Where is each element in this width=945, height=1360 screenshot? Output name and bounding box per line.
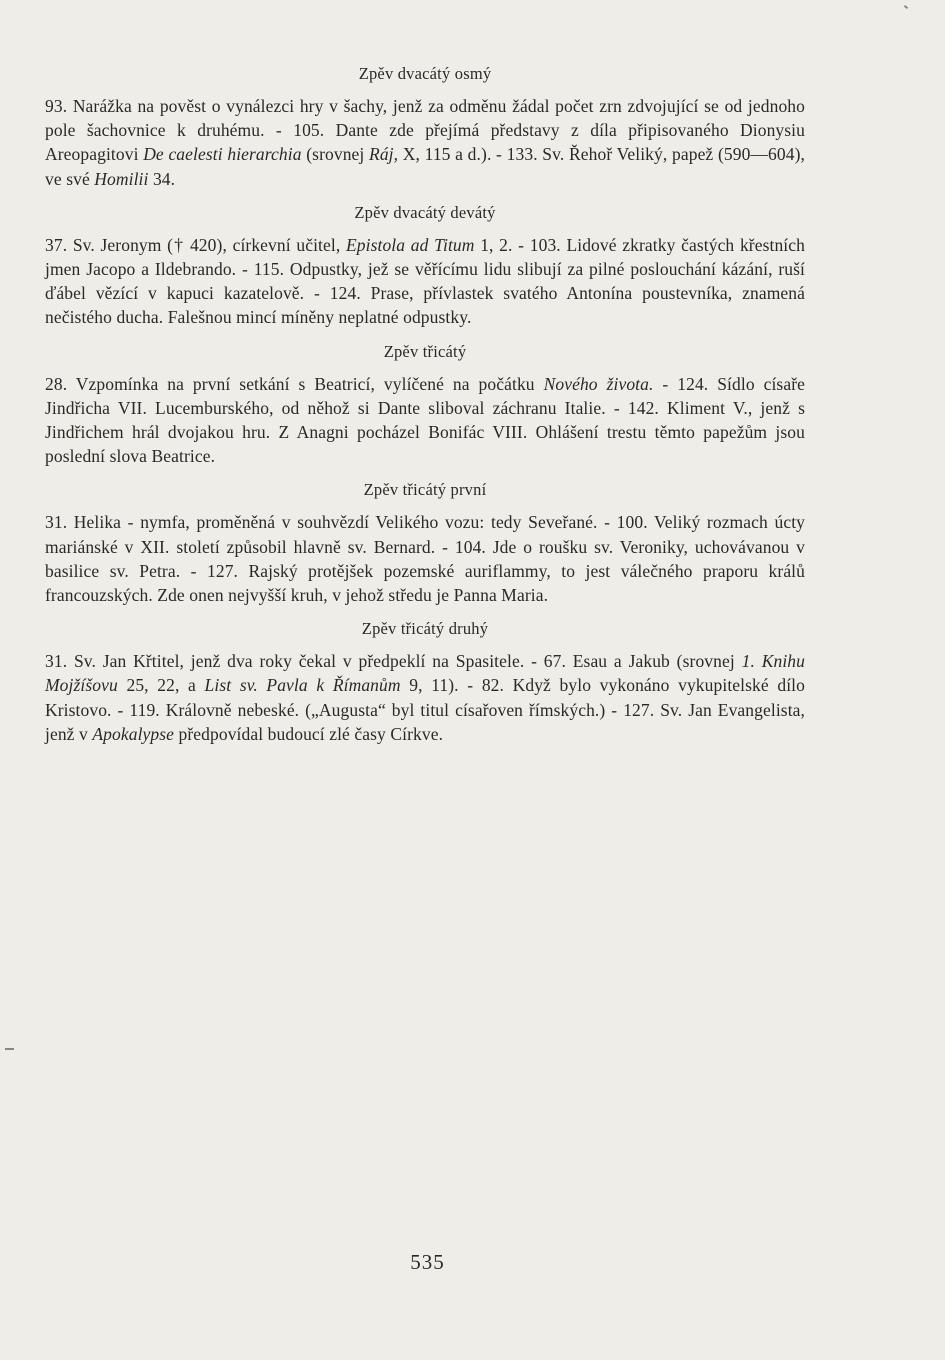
work-title: De caelesti hierarchia — [143, 144, 302, 165]
work-title: 1. Knihu Mojžíšovu — [45, 651, 805, 696]
note-paragraph — [45, 94, 805, 191]
note-text: - 124. Sídlo císaře Jindřicha VII. Lucemburského, od něhož si Dante sliboval záchranu Italie. - 142. Kliment V., jenž s Jindřichem hrál dvojakou hru. Z Anagni pocházel Bonifác VIII. Ohlášení trestu těmto papežům jsou poslední slova Beatrice. — [45, 373, 805, 467]
note-text: 9, 11). - 82. Když bylo vykonáno vykupitelské dílo Kristovo. - 119. Královně nebeské. („Augusta“ byl titul císařoven římských.) - 127. Sv. Jan Evangelista, jenž v — [45, 675, 805, 744]
page-number: 535 — [410, 1250, 445, 1274]
note-text: 37. Sv. Jeronym († 420), církevní učitel, — [45, 234, 346, 255]
section-heading: Zpěv třicátý první — [363, 480, 487, 500]
section-heading: Zpěv dvacátý osmý — [358, 64, 492, 83]
paper-speck — [904, 5, 908, 9]
section-canto-28 — [45, 62, 805, 191]
section-heading: Zpěv třicátý — [383, 341, 467, 361]
note-paragraph — [45, 510, 805, 607]
work-title: Ráj, — [369, 144, 399, 165]
section-heading: Zpěv třicátý druhý — [361, 619, 489, 639]
section-canto-29 — [45, 201, 805, 330]
note-text: předpovídal budoucí zlé časy Církve. — [174, 723, 444, 744]
section-heading: Zpěv dvacátý devátý — [354, 202, 496, 222]
note-paragraph — [45, 233, 805, 330]
work-title: Apokalypse — [92, 723, 175, 744]
note-paragraph — [45, 372, 805, 469]
note-text: (srovnej — [301, 144, 370, 165]
note-text: 1, 2. - 103. Lidové zkratky častých křestních jmen Jacopo a Ildebrando. - 115. Odpustky, jež se věřícímu lidu slibují za pilné poslouchání kázání, ruší ďábel vězící v kapuci kazatelově. - 124. Prase, přívlastek svatého Antonína poustevníka, znamená nečistého ducha. Falešnou mincí míněny neplatné odpustky. — [45, 234, 805, 328]
note-text: 31. Helika - nymfa, proměněná v souhvězdí Velikého vozu: tedy Seveřané. - 100. Veliký rozmach úcty mariánské v XII. století způsobil hlavně sv. Bernard. - 104. Jde o roušku sv. Veroniky, uchovávanou v basilice sv. Petra. - 127. Rajský protějšek pozemské auriflammy, to jest válečného praporu králů francouzských. Zde onen nejvyšší kruh, v jehož středu je Panna Maria. — [45, 512, 805, 606]
note-paragraph — [45, 649, 805, 746]
note-text: 93. Narážka na pověst o vynálezci hry v šachy, jenž za odměnu žádal počet zrn zdvojující se od jednoho pole šachovnice k druhému. - 105. Dante zde přejímá představy z díla připisovaného Dionysiu Areopagitovi — [45, 96, 805, 165]
note-text: 28. Vzpomínka na první setkání s Beatricí, vylíčené na počátku — [45, 373, 544, 394]
note-text: 25, 22, a — [117, 675, 205, 696]
section-canto-32 — [45, 617, 805, 746]
section-canto-30 — [45, 340, 805, 469]
work-title: List sv. Pavla k Římanům — [204, 675, 401, 696]
note-text: 34. — [148, 168, 176, 189]
paper-speck — [5, 1048, 14, 1050]
note-text: X, 115 a d.). - 133. Sv. Řehoř Veliký, papež (590—604), ve své — [45, 144, 805, 189]
note-text: 31. Sv. Jan Křtitel, jenž dva roky čekal v předpeklí na Spasitele. - 67. Esau a Jakub (srovnej — [45, 651, 742, 672]
notes-column — [45, 62, 805, 756]
section-canto-31 — [45, 478, 805, 607]
work-title: Epistola ad Titum — [345, 234, 475, 255]
work-title: Homilii — [94, 168, 149, 189]
work-title: Nového života. — [543, 373, 654, 394]
